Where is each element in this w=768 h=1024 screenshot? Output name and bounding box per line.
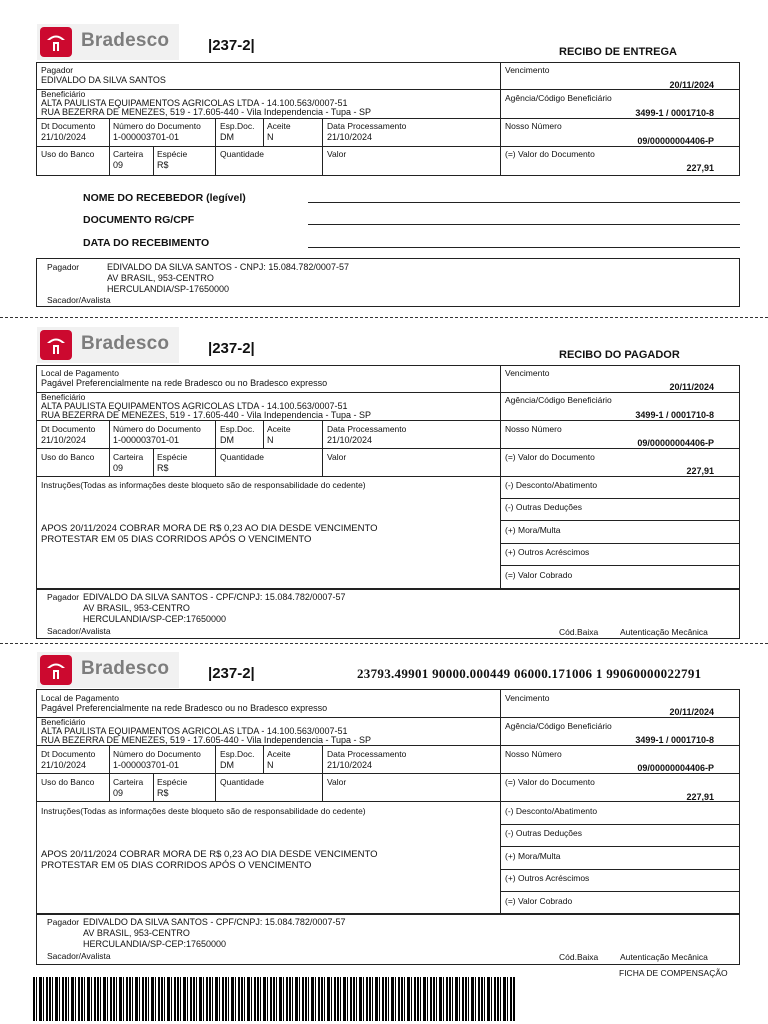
- beneficiario-label: Beneficiário: [41, 717, 86, 727]
- bank-code: |237-2|: [208, 37, 255, 54]
- beneficiario-line-2: RUA BEZERRA DE MENEZES, 519 - 17.605-440 - Vila Independencia - Tupa - SP: [41, 107, 371, 117]
- valor-documento-label: (=) Valor do Documento: [505, 149, 595, 159]
- pagador-address: AV BRASIL, 953-CENTRO: [83, 603, 190, 613]
- especie-value: R$: [157, 463, 169, 473]
- bradesco-wordmark: Bradesco: [81, 658, 170, 679]
- recibo-entrega-title: RECIBO DE ENTREGA: [559, 46, 677, 58]
- instrucao-line-2: PROTESTAR EM 05 DIAS CORRIDOS APÓS O VENCIMENTO: [41, 860, 312, 871]
- pagador-label: Pagador: [47, 917, 80, 927]
- vencimento-label: Vencimento: [505, 368, 550, 378]
- bank-code: |237-2|: [208, 665, 255, 682]
- valor-documento-label: (=) Valor do Documento: [505, 777, 595, 787]
- pagador-cpf-line: EDIVALDO DA SILVA SANTOS - CPF/CNPJ: 15.084.782/0007-57: [83, 917, 346, 927]
- esp-doc-value: DM: [220, 132, 234, 142]
- cut-line-2: [0, 643, 768, 644]
- vencimento-label: Vencimento: [505, 65, 550, 75]
- bradesco-wordmark: Bradesco: [81, 333, 170, 354]
- autenticacao-label: Autenticação Mecânica: [620, 952, 708, 962]
- valor-cobrado-label: (=) Valor Cobrado: [505, 896, 573, 906]
- pagador-label: Pagador: [47, 262, 80, 272]
- aceite-label: Aceite: [267, 121, 291, 131]
- data-processamento-value: 21/10/2024: [327, 435, 373, 445]
- vencimento-value: 20/11/2024: [669, 707, 714, 717]
- local-pagamento-label: Local de Pagamento: [41, 693, 119, 703]
- especie-label: Espécie: [157, 149, 188, 159]
- aceite-label: Aceite: [267, 749, 291, 759]
- carteira-value: 09: [113, 788, 124, 798]
- nosso-numero-value: 09/00000004406-P: [637, 136, 714, 146]
- quantidade-label: Quantidade: [220, 149, 264, 159]
- pagador-line-1: EDIVALDO DA SILVA SANTOS - CNPJ: 15.084.782/0007-57: [107, 262, 349, 272]
- quantidade-label: Quantidade: [220, 452, 264, 462]
- valor-documento-label: (=) Valor do Documento: [505, 452, 595, 462]
- nome-recebedor-line: [308, 202, 740, 203]
- bank-code: |237-2|: [208, 340, 255, 357]
- especie-value: R$: [157, 160, 169, 170]
- valor-label: Valor: [327, 452, 347, 462]
- pagador-label: Pagador: [47, 592, 80, 602]
- valor-cobrado-label: (=) Valor Cobrado: [505, 570, 573, 580]
- pagador-line-2: AV BRASIL, 953-CENTRO: [107, 273, 214, 283]
- dt-documento-label: Dt Documento: [41, 749, 96, 759]
- sacador-label: Sacador/Avalista: [47, 951, 111, 961]
- bradesco-logo: [37, 327, 179, 363]
- mora-label: (+) Mora/Multa: [505, 851, 561, 861]
- outras-deducoes-label: (-) Outras Deduções: [505, 828, 582, 838]
- agencia-label: Agência/Código Beneficiário: [505, 395, 612, 405]
- mora-label: (+) Mora/Multa: [505, 525, 561, 535]
- agencia-value: 3499-1 / 0001710-8: [635, 410, 714, 420]
- aceite-value: N: [267, 132, 274, 142]
- beneficiario-label: Beneficiário: [41, 89, 86, 99]
- agencia-label: Agência/Código Beneficiário: [505, 721, 612, 731]
- ficha-compensacao-label: FICHA DE COMPENSAÇÃO: [619, 968, 728, 978]
- data-processamento-value: 21/10/2024: [327, 760, 373, 770]
- bradesco-logo-icon: [40, 655, 72, 685]
- numero-documento-value: 1-000003701-01: [113, 132, 180, 142]
- sacador-label: Sacador/Avalista: [47, 295, 111, 305]
- instrucoes-label: Instruções(Todas as informações deste bloqueto são de responsabilidade do cedente): [41, 480, 366, 490]
- desconto-label: (-) Desconto/Abatimento: [505, 480, 598, 490]
- pagador-address: AV BRASIL, 953-CENTRO: [83, 928, 190, 938]
- pagador-cep: HERCULANDIA/SP-CEP:17650000: [83, 939, 227, 949]
- local-pagamento-text: Pagável Preferencialmente na rede Bradesco ou no Bradesco expresso: [41, 378, 328, 388]
- beneficiario-line-1: ALTA PAULISTA EQUIPAMENTOS AGRICOLAS LTDA - 14.100.563/0007-51: [41, 98, 348, 108]
- carteira-value: 09: [113, 160, 124, 170]
- nosso-numero-value: 09/00000004406-P: [637, 763, 714, 773]
- cod-baixa-label: Cód.Baixa: [559, 627, 599, 637]
- data-processamento-label: Data Processamento: [327, 121, 407, 131]
- carteira-label: Carteira: [113, 149, 144, 159]
- documento-rg-line: [308, 224, 740, 225]
- data-processamento-label: Data Processamento: [327, 749, 407, 759]
- bradesco-logo: [37, 24, 179, 60]
- pagador-name: EDIVALDO DA SILVA SANTOS: [41, 75, 166, 85]
- vencimento-value: 20/11/2024: [669, 382, 714, 392]
- uso-banco-label: Uso do Banco: [41, 149, 95, 159]
- recibo-pagador-box: [36, 365, 740, 589]
- local-pagamento-text: Pagável Preferencialmente na rede Bradesco ou no Bradesco expresso: [41, 703, 328, 713]
- nosso-numero-label: Nosso Número: [505, 121, 562, 131]
- pagador-cep: HERCULANDIA/SP-CEP:17650000: [83, 614, 227, 624]
- instrucoes-label: Instruções(Todas as informações deste bloqueto são de responsabilidade do cedente): [41, 806, 366, 816]
- beneficiario-line-1: ALTA PAULISTA EQUIPAMENTOS AGRICOLAS LTDA - 14.100.563/0007-51: [41, 401, 348, 411]
- valor-documento-value: 227,91: [686, 163, 714, 173]
- aceite-value: N: [267, 760, 274, 770]
- nome-recebedor-label: NOME DO RECEBEDOR (legível): [83, 192, 246, 204]
- data-processamento-label: Data Processamento: [327, 424, 407, 434]
- beneficiario-line-2: RUA BEZERRA DE MENEZES, 519 - 17.605-440 - Vila Independencia - Tupa - SP: [41, 735, 371, 745]
- barcode: [33, 977, 515, 1021]
- bradesco-wordmark: Bradesco: [81, 30, 170, 51]
- esp-doc-value: DM: [220, 435, 234, 445]
- cod-baixa-label: Cód.Baixa: [559, 952, 599, 962]
- dt-documento-value: 21/10/2024: [41, 760, 87, 770]
- outros-acrescimos-label: (+) Outros Acréscimos: [505, 873, 590, 883]
- beneficiario-line-2: RUA BEZERRA DE MENEZES, 519 - 17.605-440 - Vila Independencia - Tupa - SP: [41, 410, 371, 420]
- esp-doc-label: Esp.Doc.: [220, 121, 255, 131]
- pagador-line-3: HERCULANDIA/SP-17650000: [107, 284, 230, 294]
- beneficiario-line-1: ALTA PAULISTA EQUIPAMENTOS AGRICOLAS LTDA - 14.100.563/0007-51: [41, 726, 348, 736]
- carteira-label: Carteira: [113, 452, 144, 462]
- nosso-numero-value: 09/00000004406-P: [637, 438, 714, 448]
- instrucao-line-1: APOS 20/11/2024 COBRAR MORA DE R$ 0,23 AO DIA DESDE VENCIMENTO: [41, 849, 378, 860]
- vencimento-label: Vencimento: [505, 693, 550, 703]
- quantidade-label: Quantidade: [220, 777, 264, 787]
- recibo-pagador-title: RECIBO DO PAGADOR: [559, 349, 680, 361]
- pagador-label: Pagador: [41, 65, 74, 75]
- valor-documento-value: 227,91: [686, 792, 714, 802]
- pagador-cpf-line: EDIVALDO DA SILVA SANTOS - CPF/CNPJ: 15.084.782/0007-57: [83, 592, 346, 602]
- nosso-numero-label: Nosso Número: [505, 749, 562, 759]
- esp-doc-value: DM: [220, 760, 234, 770]
- cut-line-1: [0, 317, 768, 318]
- agencia-value: 3499-1 / 0001710-8: [635, 735, 714, 745]
- numero-documento-value: 1-000003701-01: [113, 760, 180, 770]
- dt-documento-label: Dt Documento: [41, 121, 96, 131]
- numero-documento-label: Número do Documento: [113, 121, 201, 131]
- dt-documento-value: 21/10/2024: [41, 435, 87, 445]
- numero-documento-label: Número do Documento: [113, 424, 201, 434]
- carteira-value: 09: [113, 463, 124, 473]
- uso-banco-label: Uso do Banco: [41, 452, 95, 462]
- uso-banco-label: Uso do Banco: [41, 777, 95, 787]
- instrucao-line-2: PROTESTAR EM 05 DIAS CORRIDOS APÓS O VENCIMENTO: [41, 534, 312, 545]
- dt-documento-value: 21/10/2024: [41, 132, 87, 142]
- especie-value: R$: [157, 788, 169, 798]
- local-pagamento-label: Local de Pagamento: [41, 368, 119, 378]
- bradesco-logo-icon: [40, 330, 72, 360]
- esp-doc-label: Esp.Doc.: [220, 749, 255, 759]
- desconto-label: (-) Desconto/Abatimento: [505, 806, 598, 816]
- outras-deducoes-label: (-) Outras Deduções: [505, 502, 582, 512]
- dt-documento-label: Dt Documento: [41, 424, 96, 434]
- nosso-numero-label: Nosso Número: [505, 424, 562, 434]
- aceite-label: Aceite: [267, 424, 291, 434]
- outros-acrescimos-label: (+) Outros Acréscimos: [505, 547, 590, 557]
- documento-rg-label: DOCUMENTO RG/CPF: [83, 214, 195, 226]
- valor-label: Valor: [327, 777, 347, 787]
- data-processamento-value: 21/10/2024: [327, 132, 373, 142]
- agencia-label: Agência/Código Beneficiário: [505, 93, 612, 103]
- sacador-label: Sacador/Avalista: [47, 626, 111, 636]
- data-recebimento-line: [308, 247, 740, 248]
- especie-label: Espécie: [157, 777, 188, 787]
- numero-documento-value: 1-000003701-01: [113, 435, 180, 445]
- bradesco-logo: [37, 652, 179, 688]
- valor-label: Valor: [327, 149, 347, 159]
- agencia-value: 3499-1 / 0001710-8: [635, 108, 714, 118]
- digitable-line: 23793.49901 90000.000449 06000.171006 1 99060000022791: [357, 666, 702, 681]
- especie-label: Espécie: [157, 452, 188, 462]
- instrucao-line-1: APOS 20/11/2024 COBRAR MORA DE R$ 0,23 AO DIA DESDE VENCIMENTO: [41, 523, 378, 534]
- beneficiario-label: Beneficiário: [41, 392, 86, 402]
- valor-documento-value: 227,91: [686, 466, 714, 476]
- numero-documento-label: Número do Documento: [113, 749, 201, 759]
- bradesco-logo-icon: [40, 27, 72, 57]
- data-recebimento-label: DATA DO RECEBIMENTO: [83, 237, 210, 249]
- carteira-label: Carteira: [113, 777, 144, 787]
- esp-doc-label: Esp.Doc.: [220, 424, 255, 434]
- aceite-value: N: [267, 435, 274, 445]
- vencimento-value: 20/11/2024: [669, 80, 714, 90]
- autenticacao-label: Autenticação Mecânica: [620, 627, 708, 637]
